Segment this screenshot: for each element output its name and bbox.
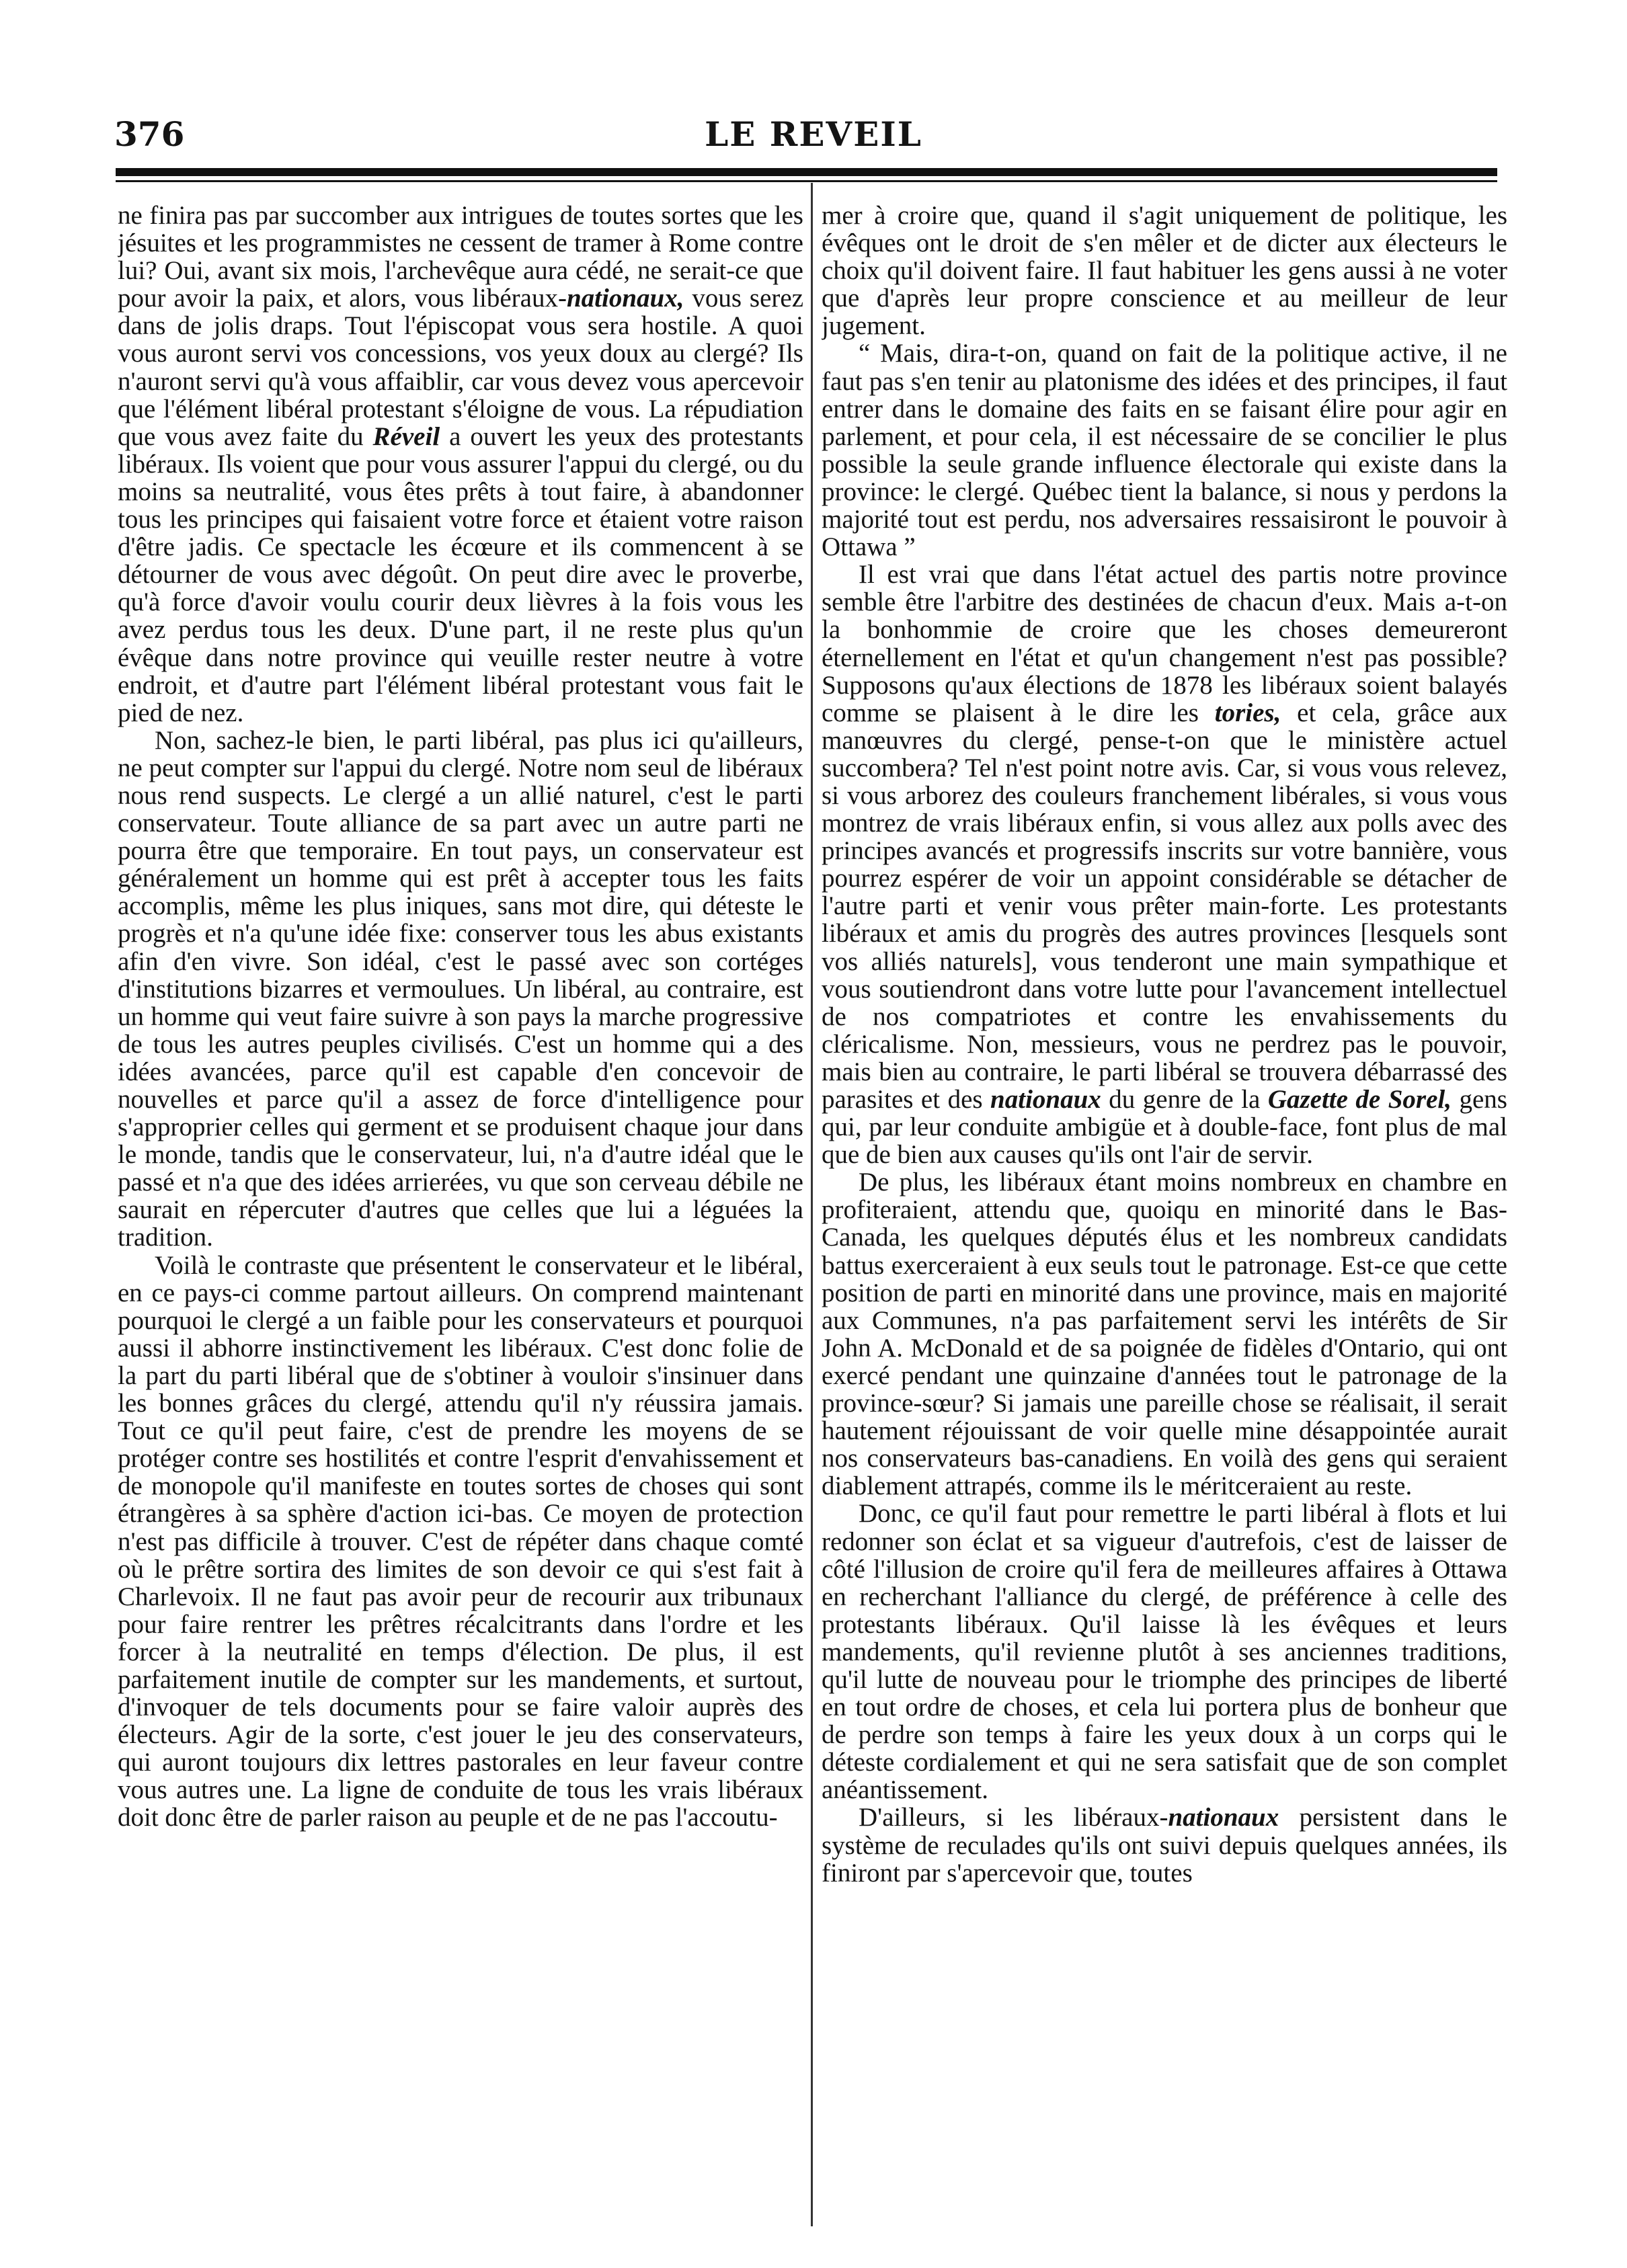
header-rule-thin xyxy=(116,180,1497,182)
paragraph-text: du genre de la xyxy=(1101,1085,1268,1114)
paragraph-text: vous serez dans de jolis draps. Tout l'épiscopat vous sera hostile. A quoi vous auront servi vos concessions, vos yeux doux au clergé? Ils n'auront servi qu'à vous affaiblir, car vous devez vous apercevoir que l'élément libéral protestant s'éloigne de vous. La répudiation que vous avez faite du xyxy=(118,284,803,451)
paragraph-text: Donc, ce qu'il faut pour remettre le parti libéral à flots et lui redonner son éclat et sa vigueur d'autrefois, c'est de laisser de côté l'illusion de croire qu'il fera de meilleures affaires à Ottawa en recherchant l'alliance du clergé, de préférence à celle des protestants libéraux. Qu'il laisse là les évêques et leurs mandements, qu'il revienne plutôt à ses anciennes traditions, qu'il lutte de nouveau pour le triomphe des principes de liberté en tout ordre de choses, et cela lui portera plus de bonheur que de perdre son temps à faire les yeux doux à un corps qui le déteste cordialement et qui ne sera satisfait que de son complet anéantissement. xyxy=(822,1499,1507,1805)
paragraph-text: Il est vrai que dans l'état actuel des partis notre province semble être l'arbitre des destinées de chacun d'eux. Mais a-t-on la bonhommie de croire que les choses demeureront éternellement en l'état et qu'un changement n'est pas possible? Supposons qu'aux élections de 1878 les libéraux soient balayés comme se plaisent à le dire les xyxy=(822,560,1507,727)
paragraph-text: D'ailleurs, si les libéraux- xyxy=(859,1803,1168,1832)
paragraph-text: “ Mais, dira-t-on, quand on fait de la politique active, il ne faut pas s'en tenir au platonisme des idées et des principes, il faut entrer dans le domaine des faits en se faisant élire pour agir en parlement, et pour cela, il est nécessaire de se concilier le plus possible la seule grande influence électorale qui existe dans la province: le clergé. Québec tient la balance, si nous y perdons la majorité tout est perdu, nos adversaires ressaisiront le pouvoir à Ottawa ” xyxy=(822,339,1507,562)
paragraph-text: a ouvert les yeux des protestants libéraux. Ils voient que pour vous assurer l'appui du clergé, ou du moins sa neutralité, vous êtes prêts à tout faire, à abandonner tous les principes qui faisaient votre force et étaient votre raison d'être jadis. Ce spectacle les écœure et ils commencent à se détourner de vous avec dégoût. On peut dire avec le proverbe, qu'à force d'avoir voulu courir deux lièvres à la fois vous les avez perdus tous les deux. D'une part, il ne reste plus qu'un évêque dans notre province qui veuille rester neutre à votre endroit, et d'autre part l'élément libéral protestant vous fait le pied de nez. xyxy=(118,421,803,727)
paragraph xyxy=(822,1804,1507,1886)
header-rule-thick xyxy=(116,168,1497,176)
paragraph xyxy=(118,727,803,1252)
left-column xyxy=(118,202,803,2238)
italic-text: tories, xyxy=(1214,698,1281,727)
paragraph xyxy=(822,339,1507,561)
paragraph xyxy=(822,202,1507,339)
paragraph-text: gens qui, par leur conduite ambigüe et à double-face, font plus de mal que de bien aux causes qu'ils ont l'air de servir. xyxy=(822,1085,1507,1170)
italic-text: nationaux xyxy=(1168,1803,1279,1832)
column-divider xyxy=(811,183,813,2226)
page-header xyxy=(114,101,1513,161)
paragraph xyxy=(822,1500,1507,1804)
running-title: LE REVEIL xyxy=(705,114,922,154)
italic-text: nationaux xyxy=(990,1085,1101,1114)
italic-text: Gazette de Sorel, xyxy=(1267,1085,1452,1114)
paragraph-text: persistent dans le système de reculades qu'ils ont suivi depuis quelques années, ils finiront par s'apercevoir que, toutes xyxy=(822,1803,1507,1888)
paragraph-text: et cela, grâce aux manœuvres du clergé, pense-t-on que le ministère actuel succombera? Tel n'est point notre avis. Car, si vous vous relevez, si vous arborez des couleurs franchement libérales, si vous vous montrez de vrais libéraux enfin, si vous allez aux polls avec des principes avancés et progressifs inscrits sur votre bannière, vous pourrez espérer de voir un appoint considérable se détacher de l'autre parti et venir vous prêter main-forte. Les protestants libéraux et amis du progrès des autres provinces [lesquels sont vos alliés naturels], vous tenderont une main sympathique et vous soutiendront dans votre lutte pour l'avancement intellectuel de nos compatriotes et contre les envahissements du cléricalisme. Non, messieurs, vous ne perdrez pas le pouvoir, mais bien au contraire, le parti libéral se trouvera débarrassé des parasites et des xyxy=(822,698,1507,1114)
paragraph-text: De plus, les libéraux étant moins nombreux en chambre en profiteraient, attendu que, quoiqu en minorité dans le Bas-Canada, les quelques députés élus et les nombreux candidats battus exerceraient à eux seuls tout le patronage. Est-ce que cette position de parti en minorité dans une province, mais en majorité aux Communes, n'a pas parfaitement servi les intérêts de Sir John A. McDonald et de sa poignée de fidèles d'Ontario, qui ont exercé pendant une quinzaine d'années tout le patronage de la province-sœur? Si jamais une pareille chose se réalisait, il serait hautement réjouissant de voir quelle mine désappointée aurait nos conservateurs bas-canadiens. En voilà des gens qui seraient diablement attrapés, comme ils le méritceraient au reste. xyxy=(822,1168,1507,1501)
paragraph-text: ne finira pas par succomber aux intrigues de toutes sortes que les jésuites et les programmistes ne cessent de tramer à Rome contre lui? Oui, avant six mois, l'archevêque aura cédé, ne serait-ce que pour avoir la paix, et alors, vous libéraux- xyxy=(118,202,803,313)
italic-text: nationaux, xyxy=(566,284,684,313)
paragraph xyxy=(118,202,803,727)
italic-text: Réveil xyxy=(372,421,440,451)
paragraph-text: Voilà le contraste que présentent le conservateur et le libéral, en ce pays-ci comme partout ailleurs. On comprend maintenant pourquoi le clergé a un faible pour les conservateurs et pourquoi aussi il abhorre instinctivement les libéraux. C'est donc folie de la part du parti libéral que de s'obtiner à vouloir s'insinuer dans les bonnes grâces du clergé, attendu qu'il n'y réussira jamais. Tout ce qu'il peut faire, c'est de prendre les moyens de se protéger contre ses hostilités et contre l'esprit d'envahissement et de monopole qu'il manifeste en toutes sortes de choses qui sont étrangères à sa sphère d'action ici-bas. Ce moyen de protection n'est pas difficile à trouver. C'est de répéter dans chaque comté où le prêtre sortira des limites de son devoir ce qui s'est fait à Charlevoix. Il ne faut pas avoir peur de recourir aux tribunaux pour faire rentrer les prêtres récalcitrants dans l'ordre et les forcer à la neutralité en temps d'élection. De plus, il est parfaitement inutile de compter sur les mandements, et surtout, d'invoquer de tels documents pour se faire valoir auprès des électeurs. Agir de la sorte, c'est jouer le jeu des conservateurs, qui auront toujours dix lettres pastorales en leur faveur contre vous autres une. La ligne de conduite de tous les vrais libéraux doit donc être de parler raison au peuple et de ne pas l'accoutu- xyxy=(118,1250,803,1832)
paragraph xyxy=(822,1168,1507,1500)
paragraph xyxy=(118,1252,803,1832)
page-number: 376 xyxy=(114,114,185,154)
right-column xyxy=(822,202,1507,2238)
paragraph xyxy=(822,561,1507,1168)
paragraph-text: Non, sachez-le bien, le parti libéral, pas plus ici qu'ailleurs, ne peut compter sur l'appui du clergé. Notre nom seul de libéraux nous rend suspects. Le clergé a un allié naturel, c'est le parti conservateur. Toute alliance de sa part avec un autre parti ne pourra être que temporaire. En tout pays, un conservateur est généralement un homme qui est prêt à accepter tous les faits accomplis, même les plus iniques, sans mot dire, qui déteste le progrès et n'a qu'une idée fixe: conserver tous les abus existants afin d'en vivre. Son idéal, c'est le passé avec son cortéges d'institutions bizarres et vermoulues. Un libéral, au contraire, est un homme qui veut faire suivre à son pays la marche progressive de tous les autres peuples civilisés. C'est un homme qui a des idées avancées, parce qu'il est capable d'en concevoir de nouvelles et parce qu'il a assez de force d'intelligence pour s'approprier celles qui germent et se produisent chaque jour dans le monde, tandis que le conservateur, lui, n'a d'autre idéal que le passé et n'a que des idées arrierées, vu que son cerveau débile ne saurait en répercuter d'autres que celles que lui a léguées la tradition. xyxy=(118,725,803,1252)
paragraph-text: mer à croire que, quand il s'agit uniquement de politique, les évêques ont le droit de s'en mêler et de dicter aux électeurs le choix qu'il doivent faire. Il faut habituer les gens aussi à ne voter que d'après leur propre conscience et au meilleur de leur jugement. xyxy=(822,202,1507,341)
